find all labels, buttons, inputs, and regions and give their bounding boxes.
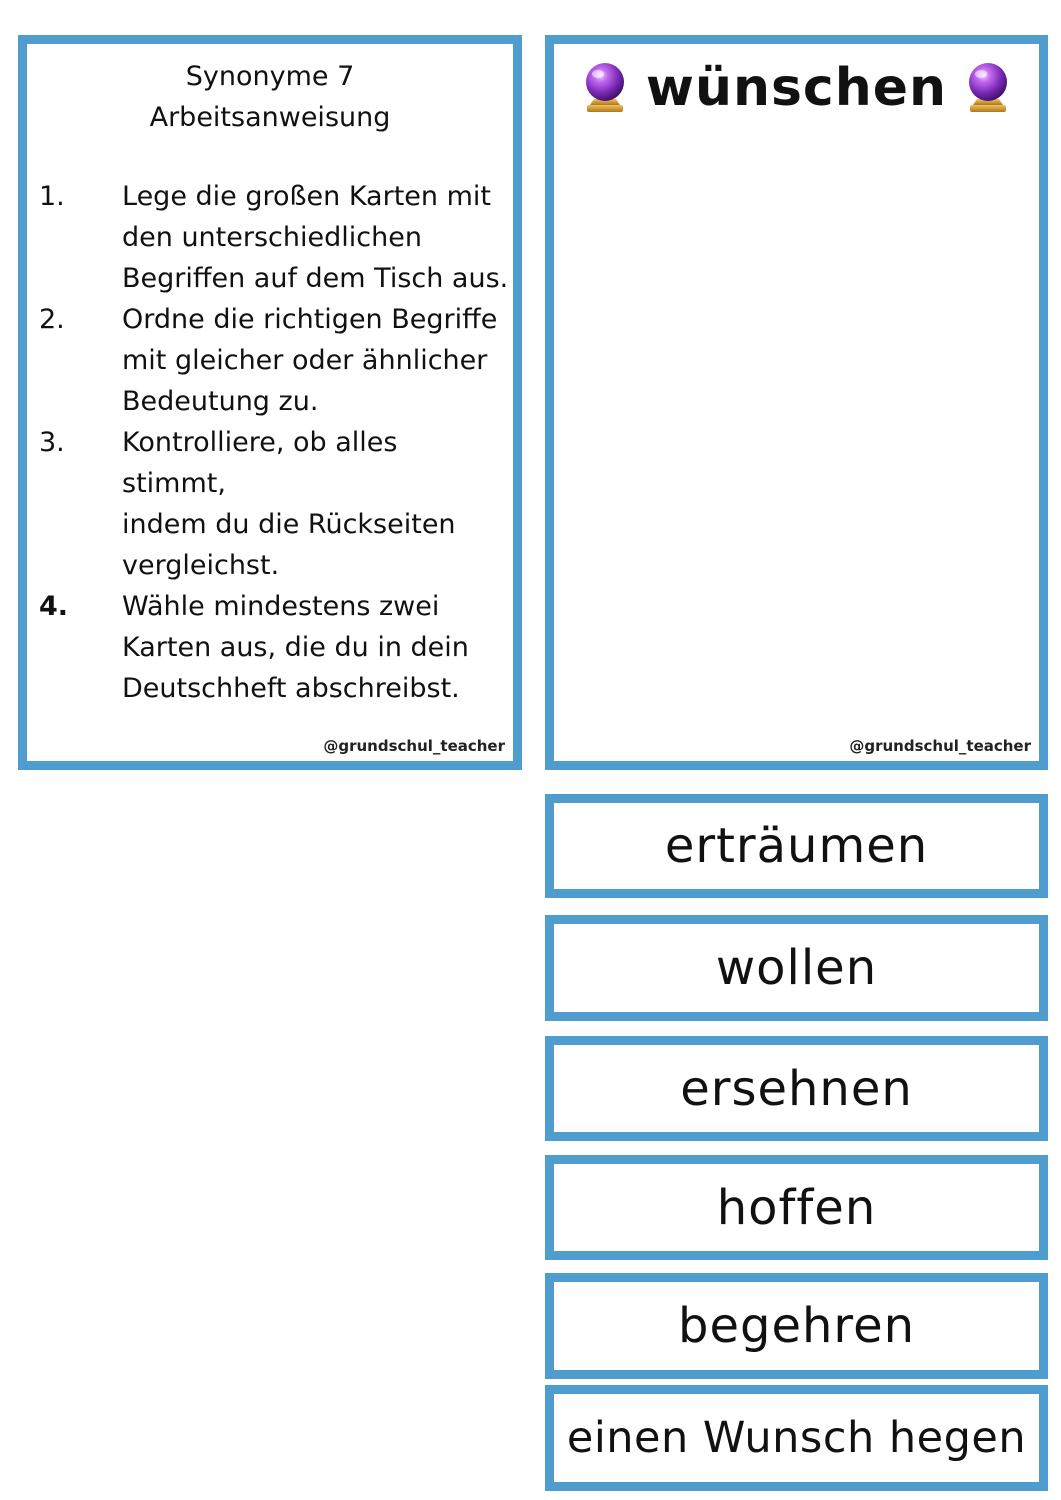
credit-handle: @grundschul_teacher (849, 737, 1031, 755)
step-number: 2. (39, 304, 65, 335)
step-text: Ordne die richtigen Begriffe mit gleicher oder ähnlicher Bedeutung zu. (122, 304, 498, 417)
credit-handle: @grundschul_teacher (323, 737, 505, 755)
word-card (545, 794, 1048, 898)
step-text: Kontrolliere, ob alles stimmt, indem du die Rückseiten vergleichst. (122, 427, 456, 581)
word-card (545, 1155, 1048, 1260)
word-card (545, 915, 1048, 1021)
instructions-title (27, 56, 513, 138)
step-item (39, 586, 509, 709)
step-number: 4. (39, 591, 69, 622)
step-number: 3. (39, 427, 65, 458)
instructions-card (18, 35, 522, 770)
title-line-2: Arbeitsanweisung (149, 102, 391, 133)
main-word-card (545, 35, 1048, 770)
word-card (545, 1385, 1048, 1491)
crystal-ball-icon (580, 61, 630, 115)
word-card-label: einen Wunsch hegen (566, 1413, 1027, 1463)
step-item (39, 299, 509, 422)
word-card-label: ersehnen (680, 1060, 913, 1117)
word-card-label: wollen (715, 940, 878, 996)
main-word: wünschen (645, 58, 948, 118)
word-card (545, 1036, 1048, 1141)
word-card-label: erträumen (664, 818, 929, 874)
crystal-ball-icon (963, 61, 1013, 115)
title-line-1: Synonyme 7 (185, 61, 355, 92)
step-item (39, 422, 509, 586)
main-word-header (554, 58, 1039, 118)
step-item (39, 176, 509, 299)
step-number: 1. (39, 181, 65, 212)
word-card-label: hoffen (716, 1179, 877, 1236)
step-text: Lege die großen Karten mit den unterschiedlichen Begriffen auf dem Tisch aus. (122, 181, 509, 294)
instruction-steps (39, 176, 509, 709)
word-card-label: begehren (677, 1298, 916, 1354)
step-text: Wähle mindestens zwei Karten aus, die du in dein Deutschheft abschreibst. (122, 591, 469, 704)
word-card (545, 1273, 1048, 1379)
